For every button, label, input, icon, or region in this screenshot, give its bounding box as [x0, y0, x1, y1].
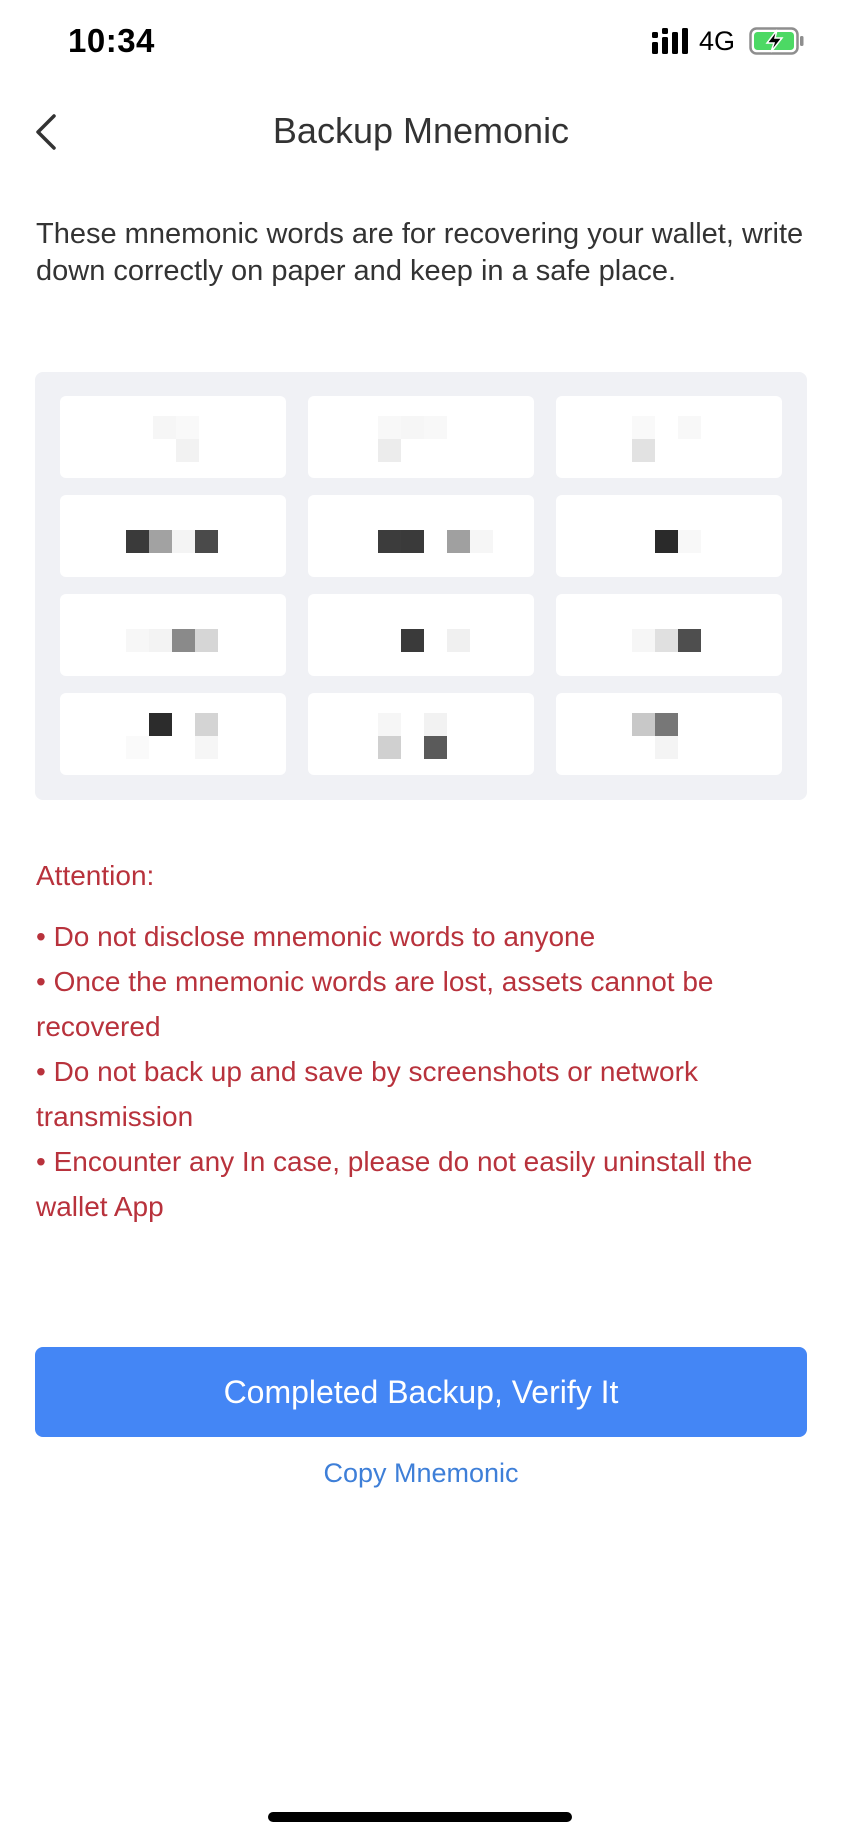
attention-item: • Once the mnemonic words are lost, assets cannot be recovered	[36, 966, 714, 1042]
attention-title: Attention:	[36, 860, 155, 891]
mnemonic-word-4	[60, 495, 286, 577]
mnemonic-word-3	[556, 396, 782, 478]
attention-item: • Encounter any In case, please do not easily uninstall the wallet App	[36, 1146, 753, 1222]
status-time: 10:34	[68, 22, 155, 59]
mnemonic-word-6	[556, 495, 782, 577]
battery-charging-icon	[749, 26, 805, 56]
mnemonic-word-10	[60, 693, 286, 775]
attention-item: • Do not back up and save by screenshots or network transmission	[36, 1056, 698, 1132]
signal-bars-icon	[652, 28, 688, 54]
status-bar	[0, 0, 842, 90]
attention-item: • Do not disclose mnemonic words to anyone	[36, 921, 596, 952]
mnemonic-grid	[60, 396, 782, 775]
home-indicator	[268, 1812, 572, 1822]
mnemonic-word-7	[60, 594, 286, 676]
mnemonic-panel	[35, 372, 807, 800]
network-type: 4G	[699, 26, 736, 56]
mnemonic-word-5	[308, 495, 534, 577]
mnemonic-word-1	[60, 396, 286, 478]
mnemonic-word-9	[556, 594, 782, 676]
copy-mnemonic-link[interactable]: Copy Mnemonic	[323, 1458, 519, 1488]
mnemonic-word-12	[556, 693, 782, 775]
attention-section	[36, 858, 816, 1229]
backup-description: These mnemonic words are for recovering your wallet, write down correctly on paper and keep in a safe place.	[36, 218, 804, 287]
verify-backup-button[interactable]: Completed Backup, Verify It	[35, 1347, 807, 1437]
nav-bar	[0, 96, 842, 168]
attention-list	[36, 914, 816, 1229]
mnemonic-word-11	[308, 693, 534, 775]
page-title: Backup Mnemonic	[272, 110, 570, 151]
mnemonic-word-2	[308, 396, 534, 478]
mnemonic-word-8	[308, 594, 534, 676]
